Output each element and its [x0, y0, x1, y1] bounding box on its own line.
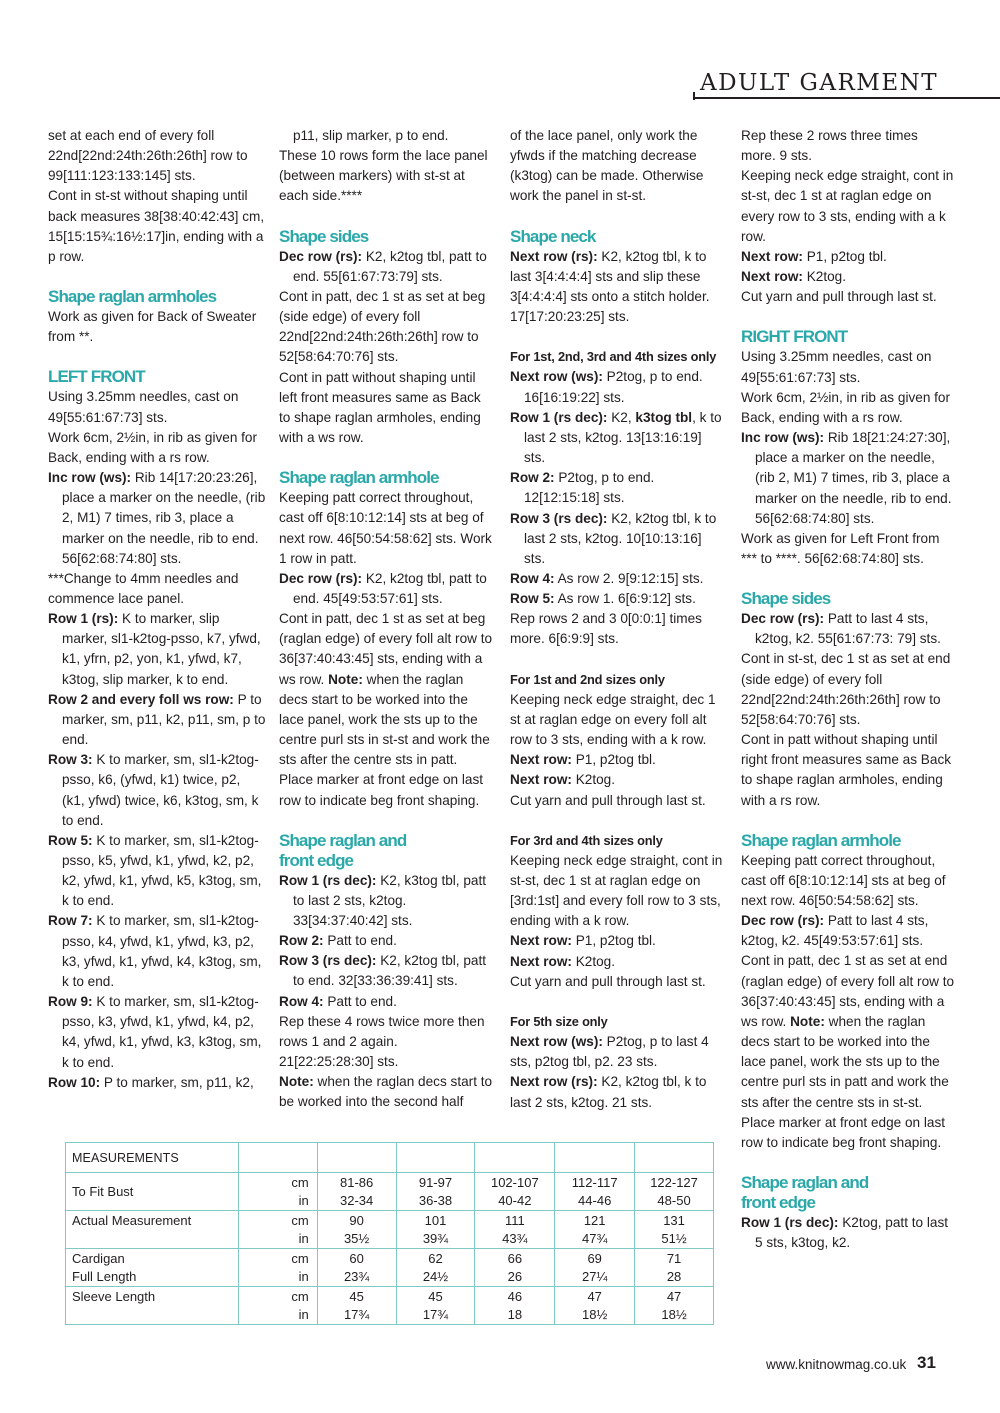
- header-rule-tick: [693, 92, 695, 100]
- instruction-next-row: Next row: K2tog.: [741, 269, 847, 285]
- table-cell: 131 51½: [635, 1211, 714, 1249]
- unit-cm: cm: [291, 1250, 309, 1266]
- paragraph: Keeping neck edge straight, cont in st-st, dec 1 st at raglan edge on every row to 3 sts, ending with a k row.: [741, 168, 954, 244]
- paragraph: Cont in patt, dec 1 st as set at beg (raglan edge) of every foll alt row to 36[37:40:43:45] sts, ending with a ws row. Note: when the raglan decs start to be worked into the lace panel, work the sts up to the centre purl sts in st-st and work the sts after the centre sts in patt. Place marker at front edge on last row to indicate beg front shaping.: [279, 611, 493, 808]
- instruction-row-3: Row 3 (rs dec): K2, k2tog tbl, k to last 2 sts, k2tog. 10[10:13:16] sts.: [510, 510, 717, 566]
- instruction-row-7: Row 7: K to marker, sm, sl1-k2tog-psso, k4, yfwd, k1, yfwd, k3, p2, k3, yfwd, k1, yfwd, k4, k3tog, sm, k to end.: [48, 913, 262, 989]
- table-title: MEASUREMENTS: [66, 1143, 239, 1173]
- table-cell: 102-107 40-42: [475, 1173, 555, 1211]
- column-1: [48, 126, 266, 1093]
- paragraph: Cut yarn and pull through last st.: [741, 289, 937, 305]
- paragraph: Rep rows 2 and 3 0[0:0:1] times more. 6[6:9:9] sts.: [510, 611, 702, 647]
- instruction-row-9: Row 9: K to marker, sm, sl1-k2tog-psso, k3, yfwd, k1, yfwd, k4, p2, k4, yfwd, k1, yfwd, k3, k3tog, sm, k to end.: [48, 994, 262, 1070]
- instruction-inc-row: Inc row (ws): Rib 18[21:24:27:30], place a marker on the needle, (rib 2, M1) 7 times, rib 3, place a marker on the needle, rib to end. 56[62:68:74:80] sts.: [741, 430, 952, 526]
- paragraph: Work 6cm, 2½in, in rib as given for Back, ending with a rs row.: [48, 429, 258, 465]
- paragraph: p11, slip marker, p to end.: [293, 128, 449, 143]
- table-cell: 90 35½: [317, 1211, 396, 1249]
- table-cell: 111 43¾: [475, 1211, 555, 1249]
- unit-cm: cm: [291, 1174, 309, 1190]
- paragraph: Work 6cm, 2½in, in rib as given for Back, ending with a rs row.: [741, 389, 951, 425]
- unit-in: in: [298, 1268, 309, 1284]
- paragraph: Cont in patt without shaping until right front measures same as Back to shape raglan armholes, ending with a rs row.: [741, 732, 952, 808]
- paragraph: Cont in patt, dec 1 st as set at end (raglan edge) of every foll alt row to 36[37:40:43:45] sts, ending with a ws row. Note: when the raglan decs start to be worked into the lace panel, work the sts up to the centre purl sts in patt and work the sts after the centre sts in st-st.: [741, 953, 955, 1110]
- unit-cm: cm: [291, 1288, 309, 1304]
- paragraph: Cont in patt without shaping until left front measures same as Back to shape raglan armholes, ending with a ws row.: [279, 369, 481, 446]
- heading-left-front: LEFT FRONT: [48, 367, 145, 387]
- instruction-next-row: Next row: P1, p2tog tbl.: [510, 933, 656, 949]
- instruction-row-3: Row 3: K to marker, sm, sl1-k2tog-psso, k6, (yfwd, k1) twice, p2, (k1, yfwd) twice, k6, k3tog, sm, k to end.: [48, 752, 259, 828]
- instruction-row-4: Row 4: Patt to end.: [279, 993, 397, 1009]
- table-cell: 112-117 44-46: [555, 1173, 635, 1211]
- paragraph: Place marker at front edge on last row to indicate beg front shaping.: [741, 1114, 946, 1150]
- heading-right-front: RIGHT FRONT: [741, 327, 848, 347]
- table-cell: 47 18½: [555, 1287, 635, 1325]
- instruction-next-row: Next row: K2tog.: [510, 953, 616, 969]
- table-cell: 45 17¾: [317, 1287, 396, 1325]
- table-header-row: [66, 1143, 714, 1173]
- instruction-next-row: Next row: P1, p2tog tbl.: [741, 248, 887, 264]
- table-cell: 66 26: [475, 1249, 555, 1287]
- instruction-row-3: Row 3 (rs dec): K2, k2tog tbl, patt to end. 32[33:36:39:41] sts.: [279, 953, 487, 989]
- instruction-next-row: Next row (ws): P2tog, p to end. 16[16:19:22] sts.: [510, 369, 703, 405]
- heading-shape-neck: Shape neck: [510, 226, 596, 246]
- paragraph: Using 3.25mm needles, cast on 49[55:61:67:73] sts.: [741, 349, 932, 385]
- paragraph: Cont in st-st, dec 1 st as set at end (side edge) of every foll 22nd[22nd:24th:26th:26th] row to 52[58:64:70:76] sts.: [741, 651, 951, 727]
- heading-shape-raglan-front-edge: Shape raglan and front edge: [741, 1173, 869, 1213]
- paragraph: Keeping neck edge straight, cont in st-st, dec 1 st at raglan edge on [3rd:1st] and every foll row to 3 sts, ending with a k row.: [510, 852, 723, 929]
- column-2: [279, 126, 493, 1113]
- size-note: For 3rd and 4th sizes only: [510, 832, 663, 848]
- heading-shape-raglan-armholes: Shape raglan armholes: [48, 287, 217, 307]
- instruction-dec-row: Dec row (rs): K2, k2tog tbl, patt to end. 55[61:67:73:79] sts.: [279, 248, 487, 284]
- paragraph: ***Change to 4mm needles and commence lace panel.: [48, 570, 239, 606]
- instruction-next-row: Next row (rs): K2, k2tog tbl, k to last 3[4:4:4:4] sts and slip these 3[4:4:4:4] sts onto a stitch holder. 17[17:20:23:25] sts.: [510, 248, 710, 325]
- size-note: For 1st, 2nd, 3rd and 4th sizes only: [510, 349, 717, 365]
- table-cell: 91-97 36-38: [396, 1173, 475, 1211]
- table-cell: 46 18: [475, 1287, 555, 1325]
- instruction-row-1: Row 1 (rs dec): K2, k3tog tbl, patt to last 2 sts, k2tog. 33[34:37:40:42] sts.: [279, 872, 487, 928]
- table-cell: 71 28: [635, 1249, 714, 1287]
- paragraph: Cut yarn and pull through last st.: [510, 973, 706, 989]
- instruction-row-2: Row 2 and every foll ws row: P to marker, sm, p11, k2, p11, sm, p to end.: [48, 691, 266, 748]
- size-note: For 1st and 2nd sizes only: [510, 671, 665, 687]
- table-row: [66, 1173, 714, 1211]
- page-number: 31: [917, 1353, 936, 1372]
- column-3: [510, 126, 726, 1113]
- unit-in: in: [298, 1192, 309, 1208]
- heading-shape-raglan-armhole: Shape raglan armhole: [741, 830, 901, 850]
- column-4: [741, 126, 955, 1253]
- paragraph: Cont in st-st without shaping until back measures 38[38:40:42:43] cm, 15[15:15¾:16½:17]in, ending with a p row.: [48, 188, 265, 264]
- table-cell: 121 47¾: [555, 1211, 635, 1249]
- instruction-next-row: Next row (ws): P2tog, p to last 4 sts, p2tog tbl, p2. 23 sts.: [510, 1034, 709, 1070]
- table-cell: 47 18½: [635, 1287, 714, 1325]
- paragraph: Using 3.25mm needles, cast on 49[55:61:67:73] sts.: [48, 389, 239, 425]
- paragraph: Cut yarn and pull through last st.: [510, 792, 706, 808]
- row-label: To Fit Bust: [66, 1173, 239, 1211]
- table-row: [66, 1249, 714, 1287]
- instruction-row-2: Row 2: P2tog, p to end. 12[12:15:18] sts.: [510, 470, 655, 506]
- instruction-dec-row: Dec row (rs): Patt to last 4 sts, k2tog, k2. 45[49:53:57:61] sts.: [741, 913, 929, 949]
- heading-shape-raglan-armhole: Shape raglan armhole: [279, 468, 439, 488]
- paragraph: Cont in patt, dec 1 st as set at beg (side edge) of every foll 22nd[22nd:24th:26th:26th] row to 52[58:64:70:76] sts.: [279, 288, 486, 365]
- row-label: Sleeve Length: [66, 1287, 239, 1325]
- instruction-row-5: Row 5: As row 1. 6[6:9:12] sts.: [510, 591, 696, 607]
- heading-shape-raglan-front-edge: Shape raglan and front edge: [279, 830, 407, 870]
- table-cell: 60 23¾: [317, 1249, 396, 1287]
- instruction-next-row: Next row (rs): K2, k2tog tbl, k to last 2 sts, k2tog. 21 sts.: [510, 1074, 707, 1110]
- paragraph: Rep these 2 rows three times more. 9 sts.: [741, 128, 918, 164]
- row-label: Actual Measurement: [66, 1211, 239, 1249]
- row-label: Cardigan Full Length: [66, 1249, 239, 1287]
- footer-url[interactable]: www.knitnowmag.co.uk: [766, 1357, 907, 1372]
- paragraph: Keeping patt correct throughout, cast off 6[8:10:12:14] sts at beg of next row. 46[50:54:58:62] sts. Work 1 row in patt.: [279, 490, 492, 566]
- paragraph: These 10 rows form the lace panel (between markers) with st-st at each side.****: [279, 148, 488, 204]
- instruction-row-5: Row 5: K to marker, sm, sl1-k2tog-psso, k5, yfwd, k1, yfwd, k2, p2, k2, yfwd, k1, yfwd, k5, k3tog, sm, k to end.: [48, 832, 262, 909]
- unit-in: in: [298, 1230, 309, 1246]
- heading-shape-sides: Shape sides: [741, 589, 831, 609]
- instruction-row-4: Row 4: As row 2. 9[9:12:15] sts.: [510, 570, 704, 586]
- table-cell: 45 17¾: [396, 1287, 475, 1325]
- section-title: ADULT GARMENT: [700, 70, 939, 96]
- paragraph: Keeping neck edge straight, dec 1 st at raglan edge on every foll alt row to 3 sts, ending with a k row.: [510, 691, 716, 748]
- instruction-dec-row: Dec row (rs): Patt to last 4 sts, k2tog, k2. 55[61:67:73: 79] sts.: [741, 611, 941, 647]
- paragraph: of the lace panel, only work the yfwds if the matching decrease (k3tog) can be made. Otherwise work the panel in st-st.: [510, 128, 704, 204]
- header-rule: [693, 97, 1000, 99]
- instruction-row-1: Row 1 (rs dec): K2, k3tog tbl, k to last 2 sts, k2tog. 13[13:16:19] sts.: [510, 409, 722, 466]
- instruction-dec-row: Dec row (rs): K2, k2tog tbl, patt to end. 45[49:53:57:61] sts.: [279, 570, 487, 606]
- instruction-row-1: Row 1 (rs dec): K2tog, patt to last 5 sts, k3tog, k2.: [741, 1215, 949, 1251]
- size-note: For 5th size only: [510, 1013, 608, 1029]
- table-cell: 69 27¼: [555, 1249, 635, 1287]
- unit-cm: cm: [291, 1212, 309, 1228]
- instruction-row-10: Row 10: P to marker, sm, p11, k2,: [48, 1074, 254, 1090]
- paragraph: Rep these 4 rows twice more then rows 1 and 2 again. 21[22:25:28:30] sts.: [279, 1013, 485, 1070]
- unit-in: in: [298, 1306, 309, 1322]
- instruction-row-2: Row 2: Patt to end.: [279, 933, 397, 949]
- paragraph: Work as given for Left Front from *** to ****. 56[62:68:74:80] sts.: [741, 530, 940, 566]
- instruction-inc-row: Inc row (ws): Rib 14[17:20:23:26], place a marker on the needle, (rib 2, M1) 7 times, rib 3, place a marker on the needle, rib to end. 56[62:68:74:80] sts.: [48, 470, 266, 566]
- paragraph: Work as given for Back of Sweater from **.: [48, 309, 257, 345]
- paragraph: Keeping patt correct throughout, cast off 6[8:10:12:14] sts at beg of next row. 46[50:54:58:62] sts.: [741, 852, 946, 908]
- note: Note: when the raglan decs start to be worked into the second half: [279, 1074, 493, 1110]
- instruction-next-row: Next row: P1, p2tog tbl.: [510, 752, 656, 768]
- instruction-next-row: Next row: K2tog.: [510, 772, 616, 788]
- table-cell: 81-86 32-34: [317, 1173, 396, 1211]
- measurements-table: [65, 1142, 714, 1325]
- table-row: [66, 1287, 714, 1325]
- table-cell: 122-127 48-50: [635, 1173, 714, 1211]
- table-row: [66, 1211, 714, 1249]
- table-cell: 62 24½: [396, 1249, 475, 1287]
- table-cell: 101 39¾: [396, 1211, 475, 1249]
- heading-shape-sides: Shape sides: [279, 226, 369, 246]
- paragraph: set at each end of every foll 22nd[22nd:24th:26th:26th] row to 99[111:123:133:145] sts.: [48, 128, 248, 184]
- instruction-row-1: Row 1 (rs): K to marker, slip marker, sl1-k2tog-psso, k7, yfwd, k1, yfrn, p2, yon, k1, yfwd, k7, k3tog, slip marker, k to end.: [48, 611, 261, 687]
